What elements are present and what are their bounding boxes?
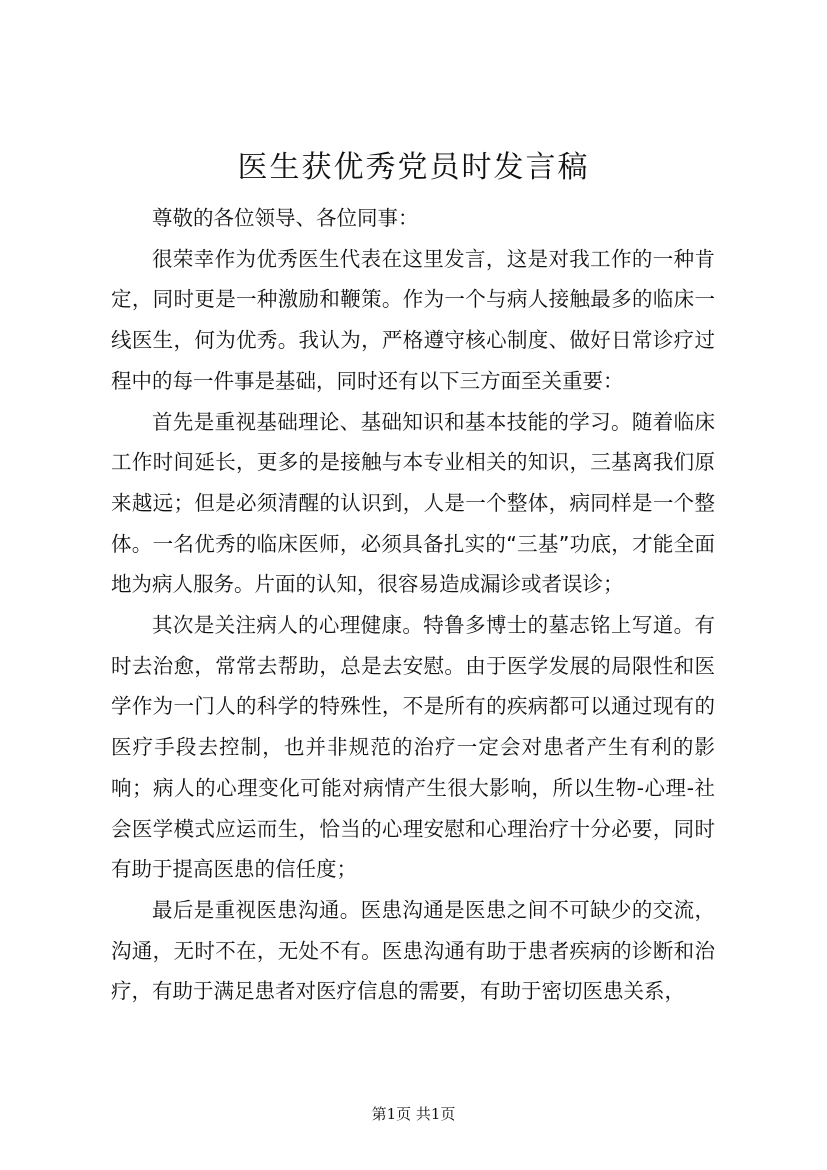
document-title: 医生获优秀党员时发言稿 [237,150,590,185]
first-point-paragraph: 首先是重视基础理论、基础知识和基本技能的学习。随着临床工作时间延长，更多的是接触与本专业相关的知识，三基离我们原来越远；但是必须清醒的认识到，人是一个整体，病同样是一个整体。一名优秀的临床医师，必须具备扎实的“三基”功底，才能全面地为病人服务。片面的认知，很容易造成漏诊或者误诊； [111,409,715,597]
second-point-paragraph: 其次是关注病人的心理健康。特鲁多博士的墓志铭上写道。有时去治愈，常常去帮助，总是去安慰。由于医学发展的局限性和医学作为一门人的科学的特殊性，不是所有的疾病都可以通过现有的医疗手段去控制，也并非规范的治疗一定会对患者产生有利的影响；病人的心理变化可能对病情产生很大影响，所以生物-心理-社会医学模式应运而生，恰当的心理安慰和心理治疗十分必要，同时有助于提高医患的信任度； [111,613,715,882]
salutation-paragraph: 尊敬的各位领导、各位同事： [152,206,419,230]
page-number-label: 第1页 共1页 [371,1105,456,1123]
intro-paragraph: 很荣幸作为优秀医生代表在这里发言，这是对我工作的一种肯定，同时更是一种激励和鞭策。作为一个与病人接触最多的临床一线医生，何为优秀。我认为，严格遵守核心制度、做好日常诊疗过程中的每一件事是基础，同时还有以下三方面至关重要： [111,246,715,393]
page-footer [0,1102,827,1126]
document-body [111,198,715,1012]
third-point-paragraph: 最后是重视医患沟通。医患沟通是医患之间不可缺少的交流，沟通，无时不在，无处不有。医患沟通有助于患者疾病的诊断和治疗，有助于满足患者对医疗信息的需要，有助于密切医患关系， [111,897,715,1004]
